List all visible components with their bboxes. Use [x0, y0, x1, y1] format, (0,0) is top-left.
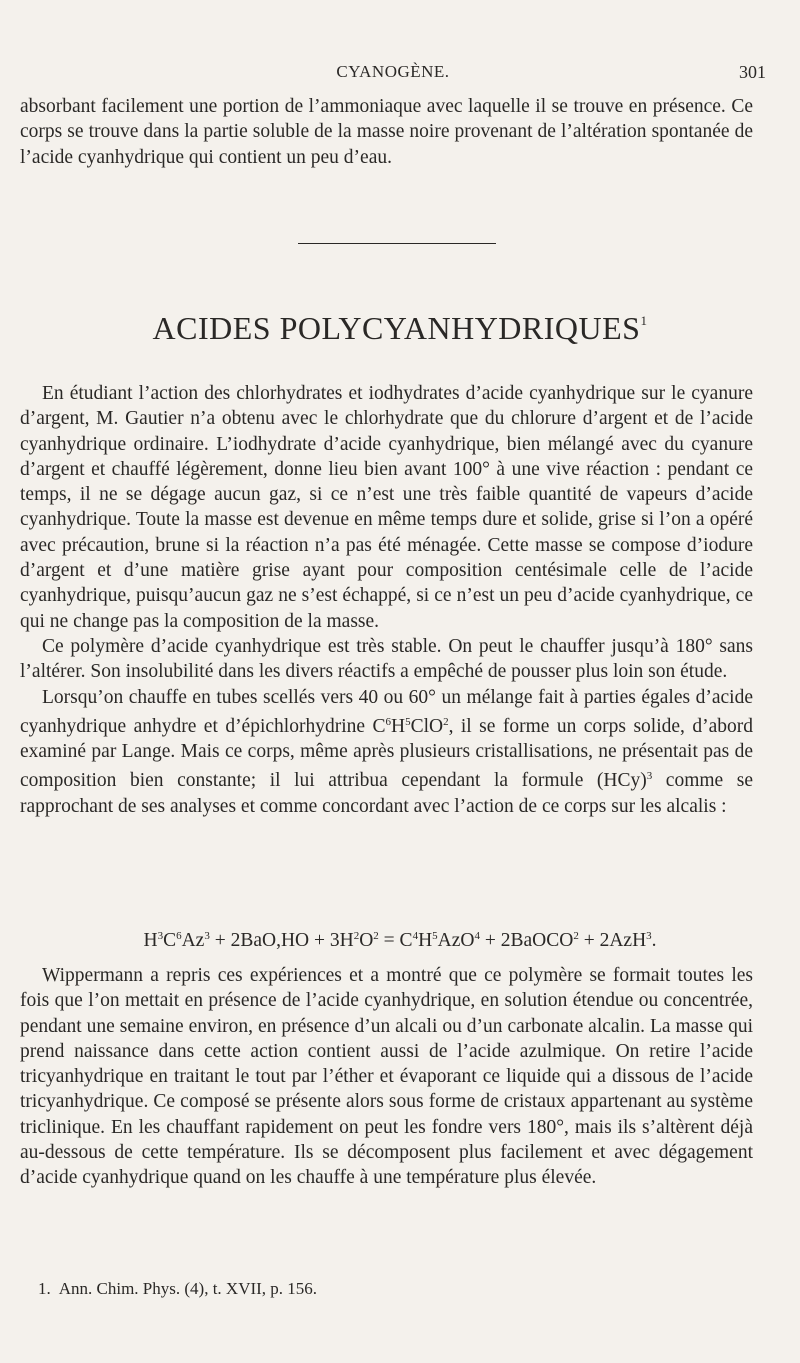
formula-exponent: 4: [412, 930, 419, 942]
formula-exponent: 4: [474, 930, 480, 942]
paragraph-lange: [20, 685, 753, 819]
formula-term: = C: [378, 930, 413, 951]
lange-text: H: [390, 715, 406, 737]
lange-text: ClO: [410, 715, 444, 737]
formula-exponent: 6: [176, 930, 182, 942]
formula-term: H: [143, 930, 158, 951]
formula-term: O: [359, 930, 374, 951]
footnote-text: Ann. Chim. Phys. (4), t. XVII, p. 156.: [58, 1279, 318, 1298]
formula-term: + 2BaO,HO + 3H: [209, 930, 354, 951]
formula-term: + 2AzH: [578, 930, 647, 951]
paragraph-stability: Ce polymère d’acide cyanhydrique est très stable. On peut le chauffer jusqu’à 180° sans l’altérer. Son insolubilité dans les divers réactifs a empêché de pousser plus loin son étude.: [20, 635, 753, 683]
lange-text: , il se forme un corps solide, d’abord examiné par Lange. Mais ce corps, même après plusieurs cristallisations, ne présentait pas de composition bien constante; il lui attribua cependant la formule (HCy): [20, 715, 753, 792]
formula-exponent: 2: [573, 930, 579, 942]
intro-paragraph: absorbant facilement une portion de l’ammoniaque avec laquelle il se trouve en présence. Ce corps se trouve dans la partie soluble de la masse noire provenant de l’altération spontanée de l’acide cyanhydrique qui contient un peu d’eau.: [20, 96, 753, 168]
formula-exponent: 5: [432, 930, 438, 942]
page-number: 301: [739, 62, 766, 82]
paragraph-gautier: En étudiant l’action des chlorhydrates et iodhydrates d’acide cyanhydrique sur le cyanure d’argent, M. Gautier n’a obtenu avec le chlorhydrate que du chlorure d’argent et de l’acide cyanhydrique ordinaire. L’iodhydrate d’acide cyanhydrique, bien mélangé avec du cyanure d’argent et chauffé légèrement, donne lieu bien avant 100° à une vive réaction : pendant ce temps, il ne se dégage aucun gaz, si ce n’est une très faible quantité de vapeurs d’acide cyanhydrique. Toute la masse est devenue en même temps dure et solide, grise si l’on a opéré avec précaution, brune si la réaction n’a pas été ménagée. Cette masse se compose d’iodure d’argent et d’une matière grise ayant pour composition centésimale celle de l’acide cyanhydrique, puisqu’aucun gaz ne s’est échappé, si ce n’est un peu d’acide cyanhydrique, ce qui ne change pas la composition de la masse.: [20, 383, 753, 632]
main-text-block: [20, 381, 753, 819]
section-title: [0, 310, 800, 347]
final-text-block: [20, 963, 753, 1191]
formula-term: H: [418, 930, 433, 951]
footnote: [38, 1279, 317, 1299]
formula-term: + 2BaOCO: [479, 930, 574, 951]
superscript: 3: [646, 770, 653, 783]
paragraph-wippermann: Wippermann a repris ces expériences et a montré que ce polymère se formait toutes les fois que l’on mettait en présence de l’acide cyanhydrique, en solution étendue ou concentrée, pendant une semaine environ, en présence d’un alcali ou d’un carbonate alcalin. La masse qui prend naissance dans cette action contient aussi de l’acide azulmique. On retire l’acide tricyanhydrique en traitant le tout par l’éther et évaporant ce liquide qui a dissous de l’acide tricyanhydrique. Ce composé se présente alors sous forme de cristaux appartenant au système triclinique. En les chauffant rapidement on peut les fondre vers 180°, mais ils s’altèrent déjà au-dessous de cette température. Ils se décomposent plus facilement et avec dégagement d’acide cyanhydrique quand on les chauffe à une température plus élevée.: [20, 965, 753, 1189]
formula-exponent: 3: [204, 930, 210, 942]
formula-term: .: [651, 930, 657, 951]
intro-text-block: [20, 94, 753, 170]
lange-text: Lorsqu’on chauffe en tubes scellés vers 40 ou 60° un mélange fait à parties égales d’acide cyanhydrique anhydre et d’épichlorhydrine C: [20, 686, 753, 737]
lange-text: comme se rapprochant de ses analyses et comme concordant avec l’action de ce corps sur les alcalis :: [20, 770, 754, 817]
footnote-number: 1.: [38, 1279, 51, 1298]
formula-exponent: 2: [353, 930, 360, 942]
formula-term: Az: [181, 930, 205, 951]
formula-exponent: 3: [646, 930, 652, 942]
page-header: [20, 62, 766, 86]
formula-exponent: 3: [157, 930, 164, 942]
section-title-text: ACIDES POLYCYANHYDRIQUES: [152, 310, 641, 346]
section-divider-rule: [298, 243, 496, 244]
running-head: CYANOGÈNE.: [336, 62, 450, 81]
formula-term: AzO: [437, 930, 475, 951]
superscript: 5: [405, 715, 411, 728]
chemical-equation: [20, 930, 780, 952]
superscript: 6: [385, 715, 391, 728]
formula-term: C: [163, 930, 177, 951]
formula-exponent: 2: [373, 930, 379, 942]
superscript: 2: [443, 715, 449, 728]
footnote-marker: 1: [640, 313, 648, 328]
